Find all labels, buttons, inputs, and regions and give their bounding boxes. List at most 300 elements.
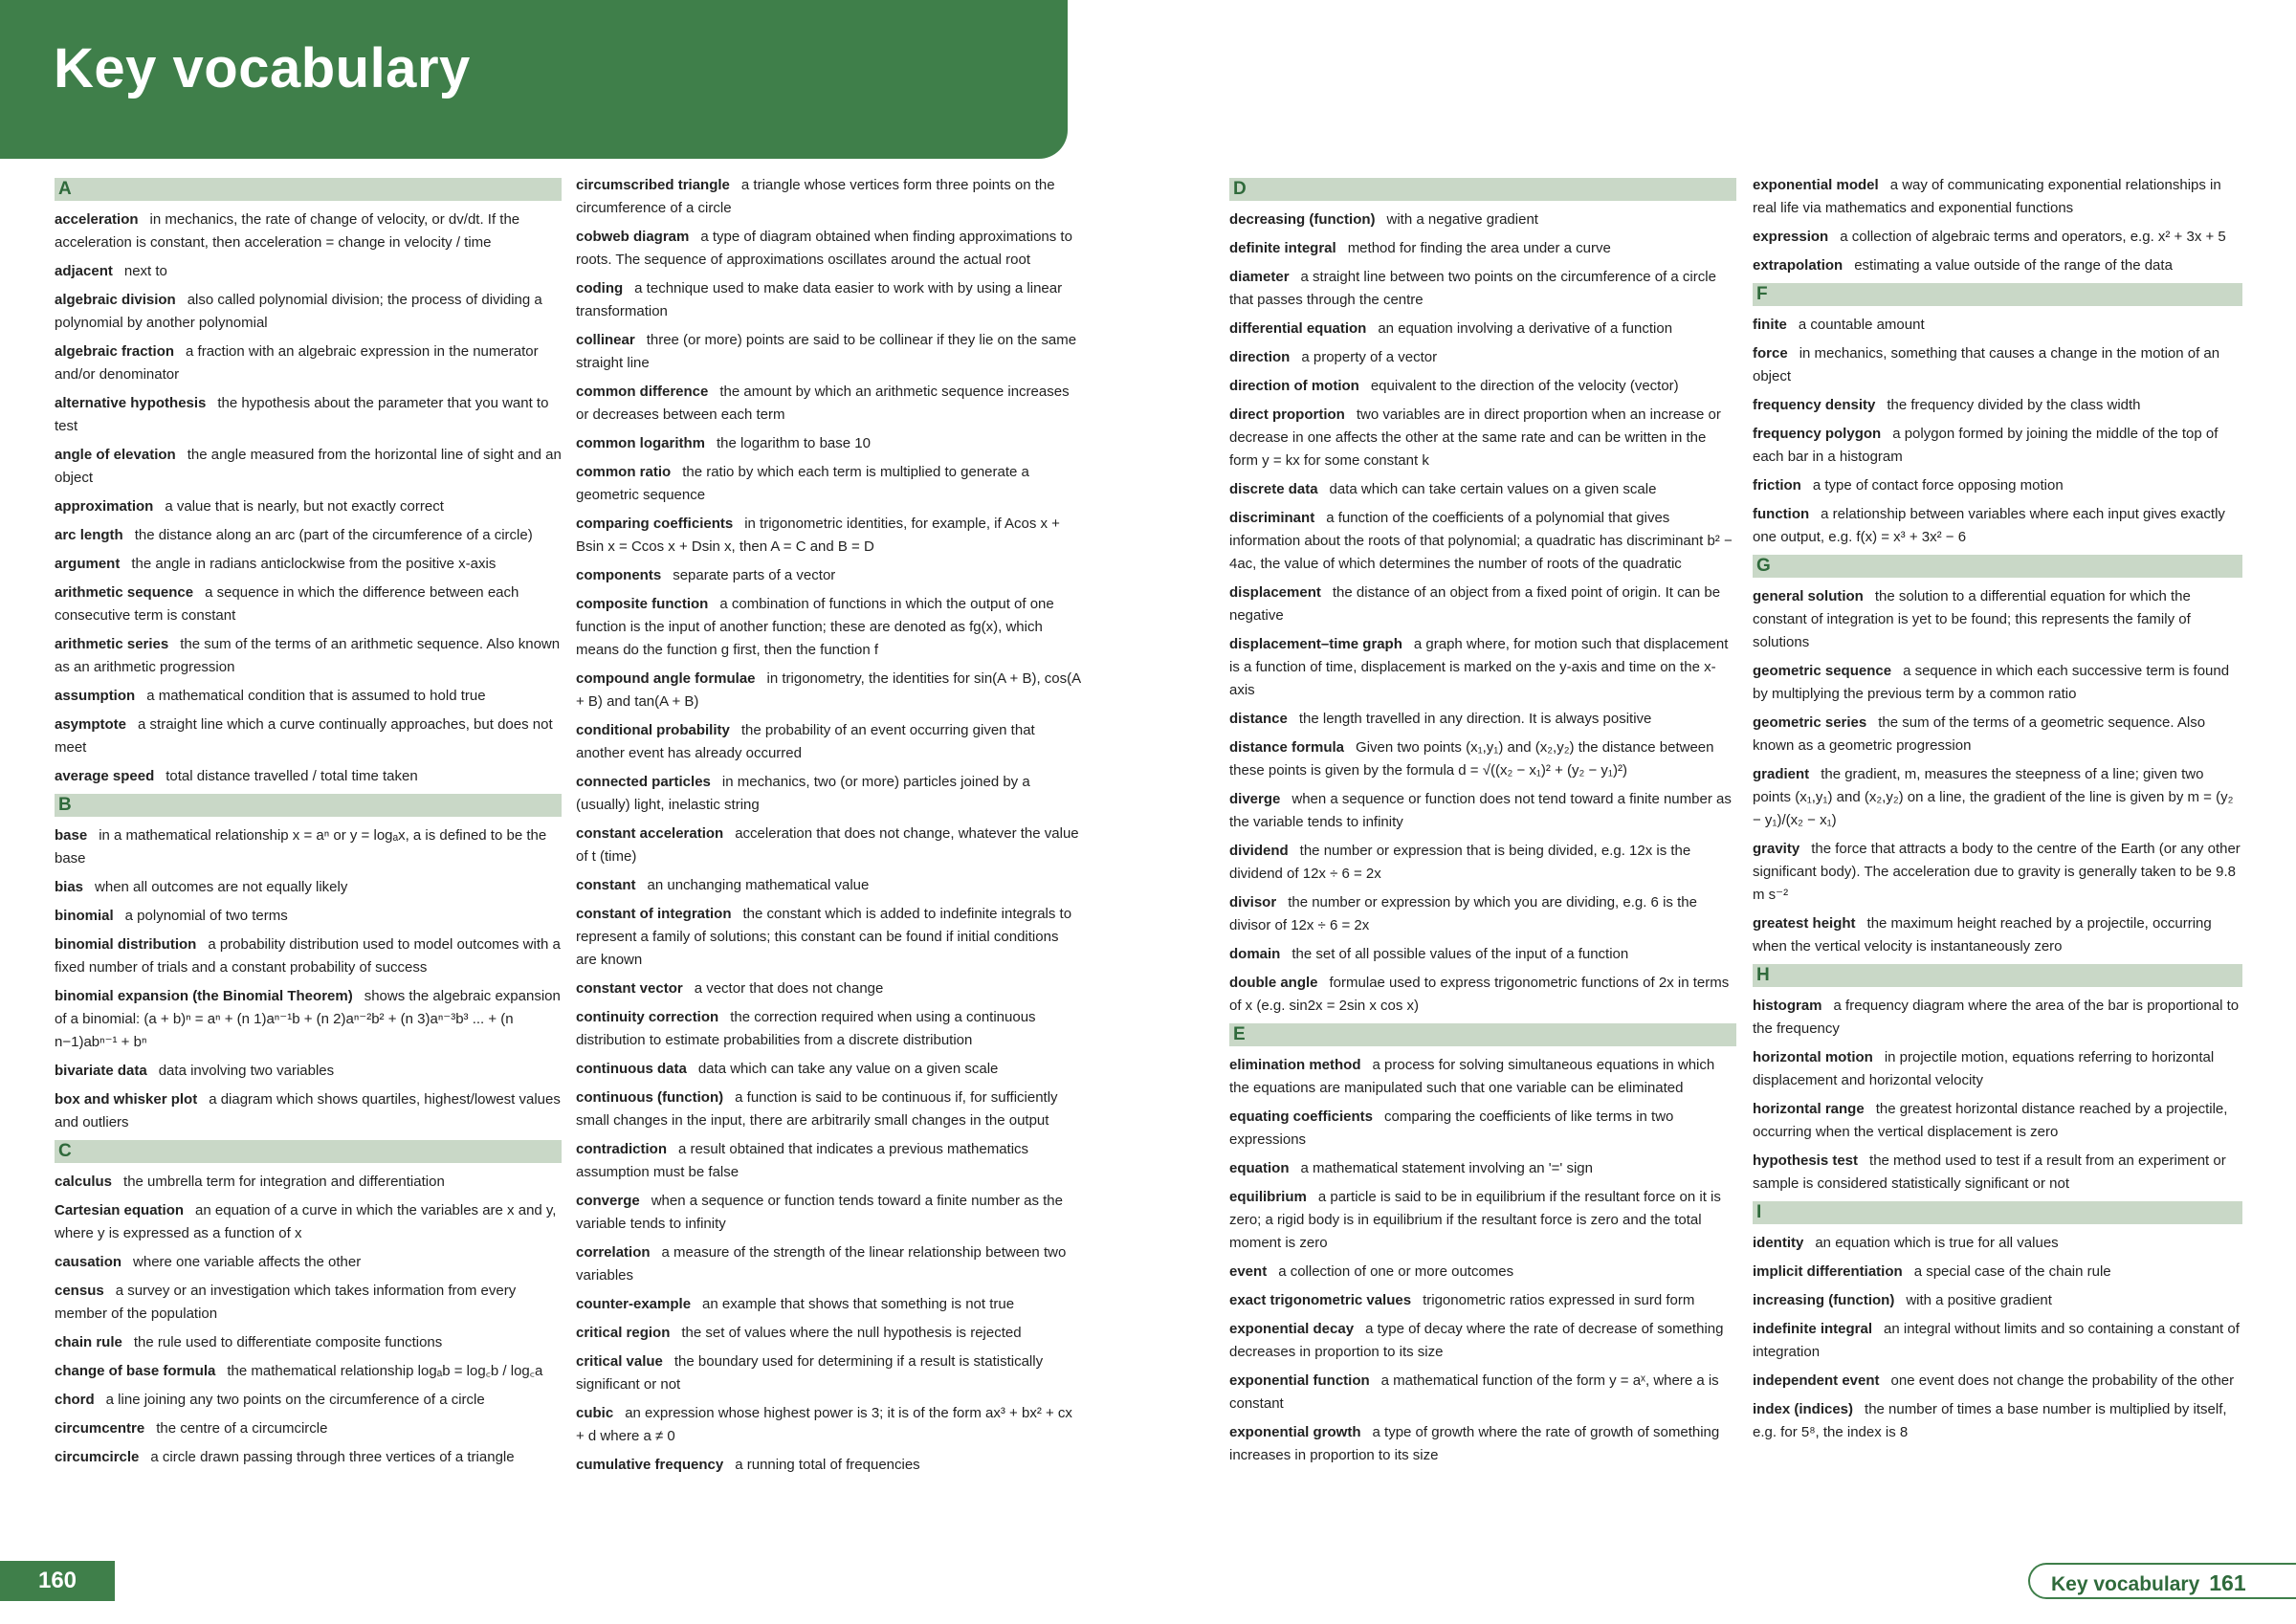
glossary-term: exponential decay xyxy=(1229,1321,1355,1337)
glossary-entry xyxy=(1229,708,1736,731)
glossary-entry xyxy=(576,823,1083,868)
glossary-term: correlation xyxy=(576,1244,651,1261)
glossary-entry xyxy=(1753,1046,2242,1092)
glossary-term: box and whisker plot xyxy=(55,1091,198,1108)
glossary-definition: the set of all possible values of the input of a function xyxy=(1292,946,1629,962)
glossary-term: equation xyxy=(1229,1160,1290,1176)
glossary-definition: separate parts of a vector xyxy=(673,567,836,583)
glossary-term: direction xyxy=(1229,349,1291,365)
glossary-definition: a process for solving simultaneous equations in which the equations are manipulated such that one variable can be eliminated xyxy=(1229,1057,1715,1096)
glossary-entry xyxy=(1753,1150,2242,1196)
glossary-term: double angle xyxy=(1229,975,1318,991)
section-letter: B xyxy=(55,794,562,817)
glossary-term: base xyxy=(55,827,88,844)
glossary-entry xyxy=(55,289,562,335)
glossary-definition: a probability distribution used to model outcomes with a fixed number of trials and a constant probability of success xyxy=(55,936,561,976)
section-letter: A xyxy=(55,178,562,201)
glossary-term: displacement–time graph xyxy=(1229,636,1402,652)
glossary-definition: in projectile motion, equations referring to horizontal displacement and horizontal velocity xyxy=(1753,1049,2215,1088)
glossary-definition: the number or expression by which you are dividing, e.g. 6 is the divisor of 12x ÷ 6 = 2x xyxy=(1229,894,1697,933)
glossary-definition: a measure of the strength of the linear relationship between two variables xyxy=(576,1244,1067,1284)
glossary-definition: a line joining any two points on the circumference of a circle xyxy=(105,1392,485,1408)
glossary-term: domain xyxy=(1229,946,1281,962)
glossary-entry xyxy=(1229,1289,1736,1312)
glossary-term: chord xyxy=(55,1392,95,1408)
glossary-entry xyxy=(55,582,562,627)
glossary-entry xyxy=(1753,254,2242,277)
glossary-definition: the method used to test if a result from an experiment or sample is considered statistically significant or not xyxy=(1753,1152,2226,1192)
glossary-term: algebraic division xyxy=(55,292,176,308)
glossary-term: event xyxy=(1229,1263,1268,1280)
glossary-entry xyxy=(1229,404,1736,472)
glossary-definition: where one variable affects the other xyxy=(133,1254,362,1270)
right-page-label: Key vocabulary xyxy=(2051,1573,2200,1595)
glossary-term: binomial distribution xyxy=(55,936,197,953)
glossary-term: frequency polygon xyxy=(1753,426,1882,442)
glossary-definition: a combination of functions in which the output of one function is the input of another function; these are denoted as fg(x), which means do the function g first, then the function f xyxy=(576,596,1054,658)
column-4 xyxy=(1753,174,2242,1450)
column-3 xyxy=(1229,178,1736,1473)
glossary-definition: Given two points (x₁,y₁) and (x₂,y₂) the distance between these points is given by the formula d = √((x₂ − x₁)² + (y₂ − y₁)²) xyxy=(1229,739,1714,779)
glossary-definition: a polygon formed by joining the middle of the top of each bar in a histogram xyxy=(1753,426,2219,465)
glossary-entry xyxy=(1229,1370,1736,1416)
glossary-term: finite xyxy=(1753,317,1787,333)
glossary-term: constant acceleration xyxy=(576,825,724,842)
glossary-definition: a sequence in which each successive term is found by multiplying the previous term by a common ratio xyxy=(1753,663,2230,702)
glossary-term: function xyxy=(1753,506,1810,522)
glossary-entry xyxy=(576,513,1083,559)
glossary-term: differential equation xyxy=(1229,320,1367,337)
glossary-definition: a triangle whose vertices form three points on the circumference of a circle xyxy=(576,177,1055,216)
glossary-term: direction of motion xyxy=(1229,378,1359,394)
glossary-entry xyxy=(576,1293,1083,1316)
glossary-entry xyxy=(55,444,562,490)
glossary-definition: a result obtained that indicates a previous mathematics assumption must be false xyxy=(576,1141,1029,1180)
glossary-entry xyxy=(1753,226,2242,249)
glossary-definition: a mathematical function of the form y = aˣ, where a is constant xyxy=(1229,1372,1719,1412)
glossary-term: components xyxy=(576,567,662,583)
glossary-definition: the centre of a circumcircle xyxy=(156,1420,328,1437)
glossary-term: discriminant xyxy=(1229,510,1315,526)
glossary-definition: trigonometric ratios expressed in surd form xyxy=(1423,1292,1695,1308)
glossary-definition: a relationship between variables where each input gives exactly one output, e.g. f(x) = x³ + 3x² − 6 xyxy=(1753,506,2225,545)
glossary-entry xyxy=(576,1322,1083,1345)
glossary-term: circumcentre xyxy=(55,1420,145,1437)
glossary-definition: three (or more) points are said to be collinear if they lie on the same straight line xyxy=(576,332,1077,371)
glossary-entry xyxy=(55,933,562,979)
glossary-term: index (indices) xyxy=(1753,1401,1854,1417)
glossary-term: divisor xyxy=(1229,894,1277,911)
glossary-definition: comparing the coefficients of like terms in two expressions xyxy=(1229,1108,1674,1148)
glossary-term: bivariate data xyxy=(55,1063,147,1079)
glossary-definition: the sum of the terms of an arithmetic sequence. Also known as an arithmetic progression xyxy=(55,636,561,675)
section-letter: G xyxy=(1753,555,2242,578)
glossary-term: approximation xyxy=(55,498,154,515)
glossary-term: binomial expansion (the Binomial Theorem) xyxy=(55,988,353,1004)
glossary-term: constant xyxy=(576,877,636,893)
glossary-entry xyxy=(1229,346,1736,369)
glossary-entry xyxy=(1229,840,1736,886)
glossary-entry xyxy=(1753,585,2242,654)
glossary-entry xyxy=(55,495,562,518)
glossary-term: bias xyxy=(55,879,84,895)
glossary-term: connected particles xyxy=(576,774,711,790)
glossary-entry xyxy=(55,340,562,386)
glossary-definition: a survey or an investigation which takes information from every member of the population xyxy=(55,1283,517,1322)
glossary-term: chain rule xyxy=(55,1334,122,1350)
glossary-term: assumption xyxy=(55,688,136,704)
glossary-term: constant of integration xyxy=(576,906,732,922)
glossary-entry xyxy=(1229,507,1736,576)
glossary-definition: a property of a vector xyxy=(1301,349,1438,365)
glossary-entry xyxy=(55,905,562,928)
glossary-entry xyxy=(1229,1421,1736,1467)
glossary-term: arithmetic sequence xyxy=(55,584,194,601)
glossary-definition: data involving two variables xyxy=(158,1063,335,1079)
glossary-definition: a special case of the chain rule xyxy=(1913,1263,2111,1280)
glossary-entry xyxy=(55,876,562,899)
glossary-definition: in mechanics, two (or more) particles joined by a (usually) light, inelastic string xyxy=(576,774,1030,813)
glossary-definition: an integral without limits and so containing a constant of integration xyxy=(1753,1321,2240,1360)
glossary-entry xyxy=(55,633,562,679)
glossary-term: hypothesis test xyxy=(1753,1152,1859,1169)
glossary-definition: with a positive gradient xyxy=(1906,1292,2052,1308)
glossary-term: continuous (function) xyxy=(576,1089,724,1106)
glossary-entry xyxy=(1229,891,1736,937)
glossary-entry xyxy=(1753,1232,2242,1255)
glossary-entry xyxy=(1229,788,1736,834)
glossary-definition: estimating a value outside of the range of the data xyxy=(1854,257,2173,274)
glossary-definition: an expression whose highest power is 3; it is of the form ax³ + bx² + cx + d where a ≠ 0 xyxy=(576,1405,1072,1444)
glossary-definition: a particle is said to be in equilibrium if the resultant force on it is zero; a rigid body is in equilibrium if the resultant force is zero and the total moment is zero xyxy=(1229,1189,1721,1251)
glossary-entry xyxy=(55,1331,562,1354)
glossary-term: diameter xyxy=(1229,269,1290,285)
glossary-entry xyxy=(55,1446,562,1469)
glossary-definition: a frequency diagram where the area of the bar is proportional to the frequency xyxy=(1753,998,2240,1037)
glossary-entry xyxy=(576,1138,1083,1184)
glossary-entry xyxy=(1753,342,2242,388)
glossary-term: force xyxy=(1753,345,1788,362)
glossary-entry xyxy=(55,824,562,870)
glossary-entry xyxy=(1753,1398,2242,1444)
glossary-definition: a graph where, for motion such that displacement is a function of time, displacement is marked on the y-axis and time on the x-axis xyxy=(1229,636,1729,698)
glossary-entry xyxy=(1753,763,2242,832)
glossary-definition: a technique used to make data easier to work with by using a linear transformation xyxy=(576,280,1063,319)
glossary-definition: a mathematical condition that is assumed to hold true xyxy=(146,688,486,704)
glossary-definition: a type of contact force opposing motion xyxy=(1812,477,2064,494)
glossary-entry xyxy=(55,685,562,708)
glossary-entry xyxy=(1753,314,2242,337)
glossary-term: horizontal range xyxy=(1753,1101,1865,1117)
glossary-entry xyxy=(55,1360,562,1383)
glossary-term: argument xyxy=(55,556,121,572)
glossary-term: extrapolation xyxy=(1753,257,1843,274)
glossary-definition: a vector that does not change xyxy=(694,980,884,997)
glossary-definition: the hypothesis about the parameter that you want to test xyxy=(55,395,549,434)
glossary-definition: the sum of the terms of a geometric sequence. Also known as a geometric progression xyxy=(1753,714,2206,754)
glossary-definition: also called polynomial division; the process of dividing a polynomial by another polynomial xyxy=(55,292,542,331)
glossary-definition: the distance along an arc (part of the circumference of a circle) xyxy=(134,527,533,543)
glossary-definition: a collection of algebraic terms and operators, e.g. x² + 3x + 5 xyxy=(1840,229,2226,245)
glossary-definition: an example that shows that something is not true xyxy=(702,1296,1015,1312)
glossary-definition: the rule used to differentiate composite functions xyxy=(133,1334,443,1350)
glossary-entry xyxy=(1229,318,1736,340)
glossary-definition: an equation involving a derivative of a function xyxy=(1378,320,1673,337)
glossary-term: continuous data xyxy=(576,1061,687,1077)
glossary-entry xyxy=(576,771,1083,817)
glossary-entry xyxy=(1229,582,1736,627)
glossary-term: diverge xyxy=(1229,791,1281,807)
glossary-entry xyxy=(1753,1289,2242,1312)
glossary-term: elimination method xyxy=(1229,1057,1361,1073)
column-2 xyxy=(576,174,1083,1482)
glossary-definition: a straight line between two points on the circumference of a circle that passes through the centre xyxy=(1229,269,1716,308)
glossary-definition: an equation which is true for all values xyxy=(1815,1235,2059,1251)
glossary-entry xyxy=(576,1190,1083,1236)
glossary-entry xyxy=(1229,237,1736,260)
glossary-term: greatest height xyxy=(1753,915,1856,932)
glossary-definition: the amount by which an arithmetic sequence increases or decreases between each term xyxy=(576,384,1070,423)
glossary-entry xyxy=(1753,1318,2242,1364)
section-letter: F xyxy=(1753,283,2242,306)
glossary-term: collinear xyxy=(576,332,635,348)
glossary-term: discrete data xyxy=(1229,481,1318,497)
glossary-entry xyxy=(1229,375,1736,398)
glossary-entry xyxy=(55,1060,562,1083)
glossary-definition: in mechanics, the rate of change of velocity, or dv/dt. If the acceleration is constant, then acceleration = change in velocity / time xyxy=(55,211,520,251)
section-letter: C xyxy=(55,1140,562,1163)
glossary-definition: the number or expression that is being divided, e.g. 12x is the dividend of 12x ÷ 6 = 2x xyxy=(1229,843,1691,882)
glossary-entry xyxy=(576,668,1083,713)
glossary-entry xyxy=(1753,660,2242,706)
glossary-term: composite function xyxy=(576,596,709,612)
glossary-definition: when all outcomes are not equally likely xyxy=(95,879,348,895)
glossary-definition: the mathematical relationship logₐb = log꜀b / log꜀a xyxy=(227,1363,543,1379)
glossary-definition: with a negative gradient xyxy=(1386,211,1538,228)
glossary-definition: a mathematical statement involving an '=' sign xyxy=(1300,1160,1593,1176)
glossary-term: comparing coefficients xyxy=(576,516,734,532)
glossary-definition: a type of diagram obtained when finding approximations to roots. The sequence of approximations oscillates around the actual root xyxy=(576,229,1072,268)
glossary-entry xyxy=(576,874,1083,897)
glossary-term: exponential growth xyxy=(1229,1424,1361,1440)
glossary-term: alternative hypothesis xyxy=(55,395,207,411)
glossary-definition: a polynomial of two terms xyxy=(124,908,288,924)
glossary-term: binomial xyxy=(55,908,114,924)
glossary-definition: acceleration that does not change, whatever the value of t (time) xyxy=(576,825,1079,865)
glossary-term: circumcircle xyxy=(55,1449,140,1465)
glossary-term: geometric series xyxy=(1753,714,1867,731)
glossary-definition: the angle in radians anticlockwise from the positive x-axis xyxy=(131,556,497,572)
glossary-entry xyxy=(576,1241,1083,1287)
glossary-definition: when a sequence or function tends toward a finite number as the variable tends to infinity xyxy=(576,1193,1063,1232)
glossary-term: increasing (function) xyxy=(1753,1292,1895,1308)
glossary-definition: the set of values where the null hypothesis is rejected xyxy=(681,1325,1022,1341)
glossary-entry xyxy=(1229,478,1736,501)
glossary-term: adjacent xyxy=(55,263,113,279)
section-letter: H xyxy=(1753,964,2242,987)
glossary-term: census xyxy=(55,1283,104,1299)
glossary-entry xyxy=(1753,995,2242,1041)
glossary-term: cubic xyxy=(576,1405,614,1421)
glossary-term: coding xyxy=(576,280,624,296)
glossary-definition: the solution to a differential equation for which the constant of integration is yet to be found; this represents the family of solutions xyxy=(1753,588,2191,650)
glossary-definition: a type of decay where the rate of decrease of something decreases in proportion to its size xyxy=(1229,1321,1724,1360)
glossary-entry xyxy=(576,1058,1083,1081)
section-letter: E xyxy=(1229,1023,1736,1046)
glossary-term: displacement xyxy=(1229,584,1321,601)
glossary-definition: the greatest horizontal distance reached by a projectile, occurring when the vertical displacement is zero xyxy=(1753,1101,2228,1140)
glossary-entry xyxy=(576,1006,1083,1052)
glossary-term: acceleration xyxy=(55,211,139,228)
glossary-term: identity xyxy=(1753,1235,1804,1251)
glossary-entry xyxy=(55,392,562,438)
glossary-term: angle of elevation xyxy=(55,447,176,463)
glossary-definition: the probability of an event occurring given that another event has already occurred xyxy=(576,722,1035,761)
glossary-definition: in trigonometry, the identities for sin(A + B), cos(A + B) and tan(A + B) xyxy=(576,670,1081,710)
glossary-term: arc length xyxy=(55,527,123,543)
glossary-term: expression xyxy=(1753,229,1829,245)
glossary-entry xyxy=(55,208,562,254)
glossary-entry xyxy=(576,174,1083,220)
header-banner xyxy=(0,0,1068,159)
glossary-entry xyxy=(1229,1261,1736,1284)
glossary-term: histogram xyxy=(1753,998,1822,1014)
glossary-definition: two variables are in direct proportion when an increase or decrease in one affects the other at the same rate and can be written in the form y = kx for some constant k xyxy=(1229,406,1721,469)
glossary-entry xyxy=(1229,1054,1736,1100)
glossary-definition: next to xyxy=(123,263,167,279)
glossary-entry xyxy=(55,260,562,283)
glossary-definition: the gradient, m, measures the steepness of a line; given two points (x₁,y₁) and (x₂,y₂) on a line, the gradient of the line is given by m = (y₂ − y₁)/(x₂ − x₁) xyxy=(1753,766,2234,828)
glossary-definition: a function is said to be continuous if, for sufficiently small changes in the input, there are arbitrarily small changes in the output xyxy=(576,1089,1058,1129)
column-1 xyxy=(55,178,562,1475)
glossary-term: exact trigonometric values xyxy=(1229,1292,1412,1308)
glossary-definition: a type of growth where the rate of growth of something increases in proportion to its size xyxy=(1229,1424,1720,1463)
glossary-term: circumscribed triangle xyxy=(576,177,730,193)
glossary-definition: shows the algebraic expansion of a binomial: (a + b)ⁿ = aⁿ + (n 1)aⁿ⁻¹b + (n 2)aⁿ⁻²b² + (n 3)aⁿ⁻³b³ ... + (n n−1)abⁿ⁻¹ + bⁿ xyxy=(55,988,561,1050)
glossary-term: geometric sequence xyxy=(1753,663,1892,679)
section-letter: I xyxy=(1753,1201,2242,1224)
glossary-entry xyxy=(576,381,1083,427)
glossary-entry xyxy=(576,1086,1083,1132)
glossary-definition: the force that attracts a body to the centre of the Earth (or any other significant body). The acceleration due to gravity is generally taken to be 9.8 m s⁻² xyxy=(1753,841,2241,903)
glossary-definition: a function of the coefficients of a polynomial that gives information about the roots of that polynomial; a quadratic has discriminant b² − 4ac, the value of which determines the number of roots of the quadratic xyxy=(1229,510,1733,572)
glossary-term: friction xyxy=(1753,477,1801,494)
glossary-term: counter-example xyxy=(576,1296,692,1312)
glossary-term: exponential function xyxy=(1229,1372,1370,1389)
glossary-entry xyxy=(576,1454,1083,1477)
glossary-entry xyxy=(55,524,562,547)
glossary-definition: the number of times a base number is multiplied by itself, e.g. for 5⁸, the index is 8 xyxy=(1753,1401,2227,1440)
glossary-definition: an unchanging mathematical value xyxy=(647,877,870,893)
right-page-tab xyxy=(2028,1563,2296,1599)
glossary-definition: a circle drawn passing through three vertices of a triangle xyxy=(150,1449,515,1465)
glossary-term: equilibrium xyxy=(1229,1189,1307,1205)
glossary-definition: in a mathematical relationship x = aⁿ or y = logₐx, a is defined to be the base xyxy=(55,827,547,867)
glossary-definition: a running total of frequencies xyxy=(735,1457,920,1473)
glossary-term: common logarithm xyxy=(576,435,706,451)
glossary-definition: the constant which is added to indefinite integrals to represent a family of solutions; this constant can be found if initial conditions are known xyxy=(576,906,1072,968)
glossary-definition: the correction required when using a continuous distribution to estimate probabilities from a discrete distribution xyxy=(576,1009,1036,1048)
glossary-definition: a collection of one or more outcomes xyxy=(1278,1263,1514,1280)
glossary-definition: the logarithm to base 10 xyxy=(717,435,871,451)
glossary-term: common difference xyxy=(576,384,709,400)
glossary-definition: the angle measured from the horizontal line of sight and an object xyxy=(55,447,562,486)
glossary-entry xyxy=(1753,1098,2242,1144)
glossary-term: independent event xyxy=(1753,1372,1880,1389)
glossary-entry xyxy=(1229,266,1736,312)
glossary-entry xyxy=(55,1088,562,1134)
glossary-entry xyxy=(1229,736,1736,782)
glossary-term: equating coefficients xyxy=(1229,1108,1374,1125)
glossary-definition: the frequency divided by the class width xyxy=(1887,397,2141,413)
glossary-definition: the umbrella term for integration and differentiation xyxy=(123,1174,445,1190)
glossary-entry xyxy=(1753,503,2242,549)
glossary-definition: when a sequence or function does not tend toward a finite number as the variable tends to infinity xyxy=(1229,791,1732,830)
glossary-definition: in mechanics, something that causes a change in the motion of an object xyxy=(1753,345,2220,384)
glossary-term: implicit differentiation xyxy=(1753,1263,1903,1280)
glossary-term: continuity correction xyxy=(576,1009,719,1025)
glossary-entry xyxy=(55,553,562,576)
glossary-entry xyxy=(55,1251,562,1274)
glossary-term: Cartesian equation xyxy=(55,1202,185,1218)
glossary-definition: an equation of a curve in which the variables are x and y, where y is expressed as a function of x xyxy=(55,1202,557,1241)
section-letter: D xyxy=(1229,178,1736,201)
glossary-term: distance xyxy=(1229,711,1288,727)
glossary-term: cobweb diagram xyxy=(576,229,690,245)
glossary-term: distance formula xyxy=(1229,739,1345,756)
glossary-entry xyxy=(1229,633,1736,702)
glossary-entry xyxy=(1753,423,2242,469)
glossary-entry xyxy=(55,985,562,1054)
glossary-entry xyxy=(55,1199,562,1245)
page-title: Key vocabulary xyxy=(54,37,471,99)
right-page-number: 161 xyxy=(2209,1570,2246,1595)
glossary-term: exponential model xyxy=(1753,177,1879,193)
glossary-definition: the maximum height reached by a projectile, occurring when the vertical velocity is instantaneously zero xyxy=(1753,915,2212,955)
glossary-definition: total distance travelled / total time taken xyxy=(166,768,418,784)
glossary-term: gradient xyxy=(1753,766,1810,782)
glossary-term: asymptote xyxy=(55,716,127,733)
glossary-term: definite integral xyxy=(1229,240,1336,256)
glossary-term: indefinite integral xyxy=(1753,1321,1873,1337)
glossary-definition: a value that is nearly, but not exactly correct xyxy=(165,498,444,515)
glossary-definition: method for finding the area under a curve xyxy=(1347,240,1611,256)
glossary-entry xyxy=(1229,972,1736,1018)
glossary-term: change of base formula xyxy=(55,1363,216,1379)
glossary-entry xyxy=(576,329,1083,375)
glossary-entry xyxy=(1753,474,2242,497)
glossary-term: horizontal motion xyxy=(1753,1049,1873,1065)
glossary-term: critical value xyxy=(576,1353,663,1370)
glossary-entry xyxy=(576,432,1083,455)
glossary-term: constant vector xyxy=(576,980,683,997)
glossary-entry xyxy=(576,593,1083,662)
glossary-entry xyxy=(1229,1318,1736,1364)
glossary-entry xyxy=(1229,1106,1736,1152)
glossary-entry xyxy=(1229,208,1736,231)
glossary-entry xyxy=(576,277,1083,323)
glossary-term: compound angle formulae xyxy=(576,670,756,687)
glossary-term: critical region xyxy=(576,1325,671,1341)
glossary-entry xyxy=(1229,943,1736,966)
glossary-entry xyxy=(55,1280,562,1326)
glossary-term: dividend xyxy=(1229,843,1289,859)
glossary-term: common ratio xyxy=(576,464,672,480)
glossary-entry xyxy=(576,719,1083,765)
glossary-definition: the length travelled in any direction. It is always positive xyxy=(1298,711,1652,727)
glossary-term: causation xyxy=(55,1254,122,1270)
glossary-entry xyxy=(1753,1370,2242,1393)
